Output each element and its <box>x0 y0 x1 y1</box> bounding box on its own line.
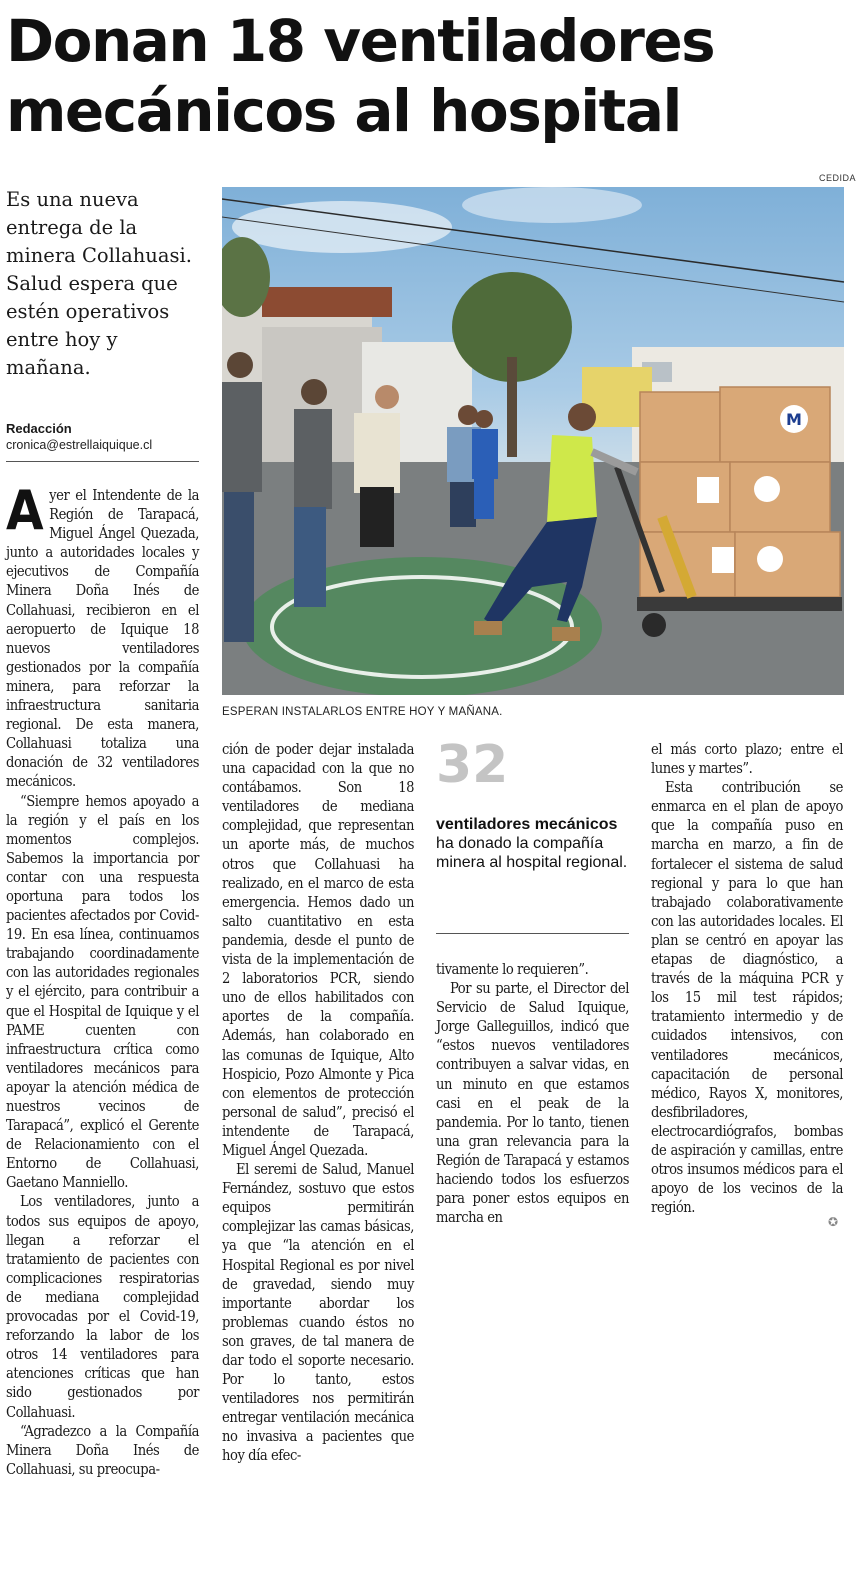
stat-label: ventiladores mecánicos <box>436 816 618 833</box>
paragraph-5: El seremi de Salud, Manuel Fernández, sostuvo que estos equipos permitirán complejizar las camas básicas, ya que “la atención en el Hospital Regional es por nivel de gravedad, siendo muy importante abordar los problemas cuando éstos no son graves, de tal manera de dar todo el soporte necesario. Por lo tanto, estos ventiladores nos permitirán entregar ventilación mecánica no invasiva a pacientes que hoy día efec- <box>222 1161 414 1465</box>
paragraph-6: Por su parte, el Director del Servicio de Salud Iquique, Jorge Galleguillos, indicó que “estos nuevos ventiladores contribuyen a salvar vidas, en un minuto en que estamos casi en el peak de la pandemia. Por lo tanto, tienen una gran relevancia para la Región de Tarapacá y estamos haciendo todos los esfuerzos para poner estos equipos en marcha en <box>436 980 629 1227</box>
paragraph-6-continued: el más corto plazo; entre el lunes y martes”. <box>651 741 843 778</box>
box-logo: M <box>786 410 802 429</box>
paragraph-7: Esta contribución se enmarca en el plan de apoyo que la compañía puso en marcha en marzo, a fin de fortalecer el sistema de salud regional y para lo que han trabajado colaborativamente con las autoridades locales. El plan se centró en apoyar las etapas de diagnóstico, a través de la máquina PCR y los 15 mil test rápidos; tratamiento intermedio y de cuidados intensivos, con ventiladores mecánicos, capacitación de personal médico, Rayos X, monitores, desfibriladores, electrocardiógrafos, bombas de aspiración y camillas, entre otros insumos médicos para el apoyo de los vecinos de la región. <box>651 779 843 1217</box>
stat-description <box>436 815 636 872</box>
headline: Donan 18 ventiladores mecánicos al hospital <box>6 7 715 145</box>
paragraph-3: Los ventiladores, junto a todos sus equipos de apoyo, llegan a reforzar el tratamiento de pacientes con complicaciones respiratorias de mediana complejidad provocadas por el Covid-19, reforzando la labor de los otros 14 ventiladores para atenciones críticas que han sido gestionados por Collahuasi. <box>6 1193 199 1421</box>
author-name: Redacción <box>6 421 72 436</box>
stat-callout <box>436 733 636 872</box>
stat-divider <box>436 933 629 934</box>
photo-illustration <box>222 187 844 695</box>
stat-number: 32 <box>436 735 509 795</box>
author-email[interactable]: cronica@estrellaiquique.cl <box>6 438 153 452</box>
article-column-4 <box>651 740 843 1217</box>
drop-cap: A <box>6 479 44 542</box>
stat-text: ha donado la compañía minera al hospital regional. <box>436 835 628 871</box>
paragraph-5-continued: tivamente lo requieren”. <box>436 961 589 978</box>
paragraph-1 <box>6 479 199 792</box>
photo-caption: ESPERAN INSTALARLOS ENTRE HOY Y MAÑANA. <box>222 706 503 718</box>
paragraph-1-text: yer el Intendente de la Región de Tarapacá, Miguel Ángel Quezada, junto a autoridades locales y ejecutivos de Compañía Minera Doña Inés de Collahuasi, recibieron en el aeropuerto de Iquique 18 nuevos ventiladores gestionados por la compañía minera, para reforzar la infraestructura sanitaria regional. De esta manera, Collahuasi totaliza una donación de 32 ventiladores mecánicos. <box>6 487 199 791</box>
deck-subtitle: Es una nueva entrega de la minera Collahuasi. Salud espera que estén operativos entre hoy y mañana. <box>6 188 192 379</box>
paragraph-4-start: “Agradezco a la Compañía Minera Doña Inés de Collahuasi, su preocupa- <box>6 1422 199 1478</box>
news-photo <box>222 187 844 695</box>
byline-divider <box>6 461 199 462</box>
end-of-article-icon: ✪ <box>828 1215 839 1229</box>
paragraph-2: “Siempre hemos apoyado a la región y el país en los momentos complejos. Sabemos la importancia por contar con una respuesta oportuna para todos los pacientes afectados por Covid-19. En esa línea, continuamos trabajando coordinadamente con las autoridades regionales y el ejército, para contribuir a que el Hospital de Iquique y el PAME cuenten con infraestructura crítica como ventiladores mecánicos para apoyar la atención médica de nuestros vecinos de Tarapacá”, explicó el Gerente de Relacionamiento con el Entorno de Collahuasi, Gaetano Manniello. <box>6 792 199 1192</box>
paragraph-4-continued: ción de poder dejar instalada una capacidad con la que no contábamos. Son 18 ventiladores de mediana complejidad, que representan un aporte más, de muchos otros que Collahuasi ha realizado, en el marco de esta emergencia. Hemos dado un salto cuantitativo en esta pandemia, desde el punto de vista de la implementación de 2 laboratorios PCR, siendo uno de ellos habilitados con aportes de la compañía. Además, han colaborado en las comunas de Iquique, Alto Hospicio, Pozo Almonte y Pica con elementos de protección personal de salud”, precisó el intendente de Tarapacá, Miguel Ángel Quezada. <box>222 741 414 1159</box>
article-column-2 <box>222 740 414 1466</box>
byline <box>6 420 206 454</box>
photo-credit: CEDIDA <box>818 173 856 183</box>
article-column-1 <box>6 479 199 1479</box>
article-column-3 <box>436 960 629 1227</box>
